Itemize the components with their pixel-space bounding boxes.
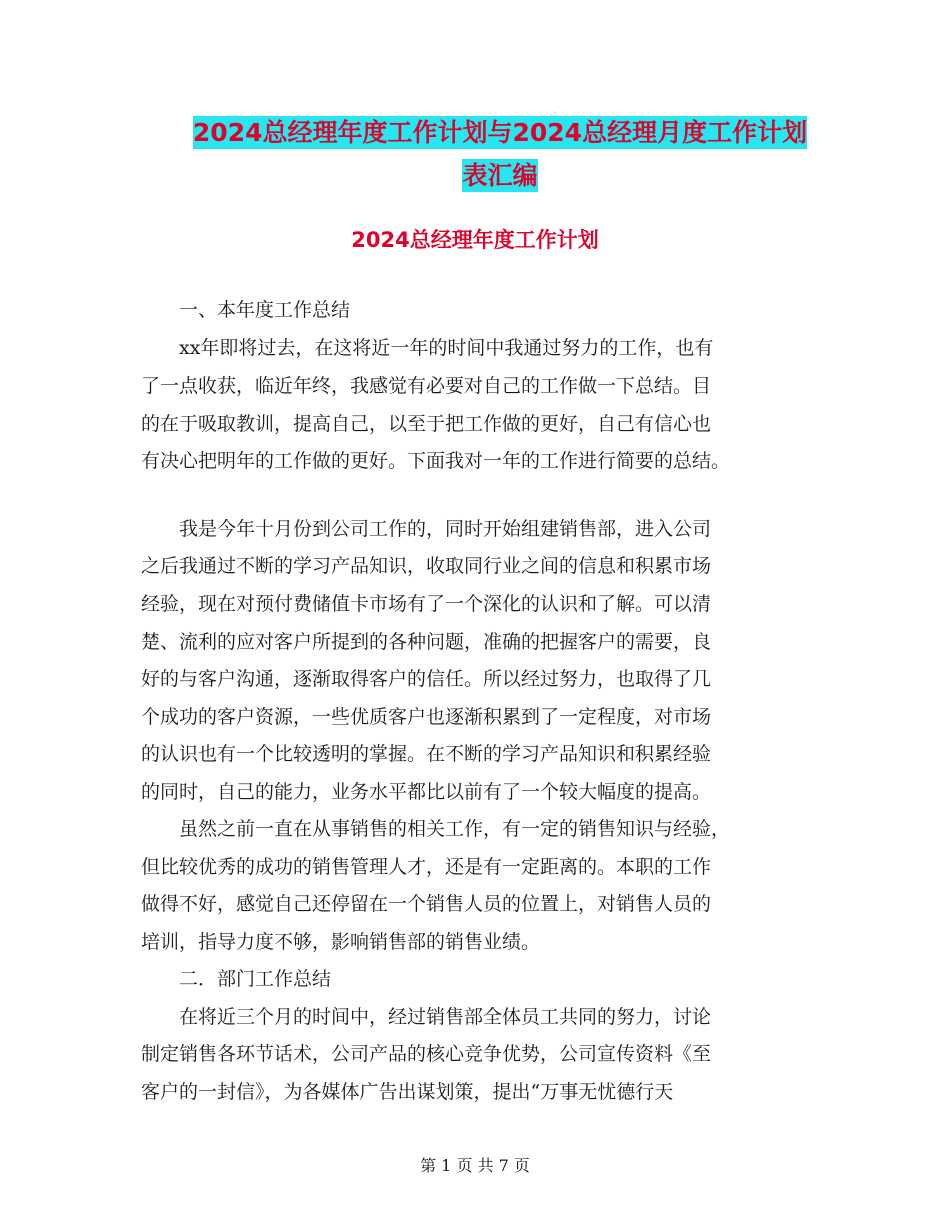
body-line: 有决心把明年的工作做的更好。下面我对一年的工作进行简要的总结。 <box>141 450 731 472</box>
body-line: 楚、流利的应对客户所提到的各种问题，准确的把握客户的需要，良 <box>141 631 712 653</box>
document-title-text-2: 表汇编 <box>462 161 538 190</box>
section-heading: 2024总经理年度工作计划 <box>351 228 599 252</box>
body-line: 的认识也有一个比较透明的掌握。在不断的学习产品知识和积累经验 <box>141 743 712 765</box>
body-line: 客户的一封信》，为各媒体广告出谋划策，提出“万事无忧德行天 <box>141 1081 674 1103</box>
body-line: 我是今年十月份到公司工作的，同时开始组建销售部，进入公司 <box>141 518 712 540</box>
body-line: 在将近三个月的时间中，经过销售部全体员工共同的努力，讨论 <box>141 1006 712 1028</box>
body-line: 培训，指导力度不够，影响销售部的销售业绩。 <box>141 931 541 953</box>
body-line: 的同时，自己的能力，业务水平都比以前有了一个较大幅度的提高。 <box>141 781 712 803</box>
body-line: xx年即将过去，在这将近一年的时间中我通过努力的工作，也有 <box>141 337 714 359</box>
page-footer: 第 1 页 共 7 页 <box>420 1156 530 1175</box>
body-line: 之后我通过不断的学习产品知识，收取同行业之间的信息和积累市场 <box>141 555 712 577</box>
body-line: 一、本年度工作总结 <box>141 299 351 321</box>
body-line: 经验，现在对预付费储值卡市场有了一个深化的认识和了解。可以清 <box>141 593 712 615</box>
body-line: 做得不好，感觉自己还停留在一个销售人员的位置上，对销售人员的 <box>141 893 712 915</box>
body-line: 好的与客户沟通，逐渐取得客户的信任。所以经过努力，也取得了几 <box>141 668 712 690</box>
body-line: 制定销售各环节话术，公司产品的核心竞争优势，公司宣传资料《至 <box>141 1043 712 1065</box>
body-line: 的在于吸取教训，提高自己，以至于把工作做的更好，自己有信心也 <box>141 413 712 435</box>
body-line: 但比较优秀的成功的销售管理人才，还是有一定距离的。本职的工作 <box>141 856 712 878</box>
document-title-text-1: 2024总经理年度工作计划与2024总经理月度工作计划 <box>192 118 808 147</box>
body-line: 了一点收获，临近年终，我感觉有必要对自己的工作做一下总结。目 <box>141 375 712 397</box>
document-title-line-2 <box>120 156 880 192</box>
body-line: 个成功的客户资源，一些优质客户也逐渐积累到了一定程度，对市场 <box>141 706 712 728</box>
body-line: 虽然之前一直在从事销售的相关工作，有一定的销售知识与经验， <box>141 818 731 840</box>
body-line: 二．部门工作总结 <box>141 968 332 990</box>
document-title-line-1 <box>120 113 880 149</box>
